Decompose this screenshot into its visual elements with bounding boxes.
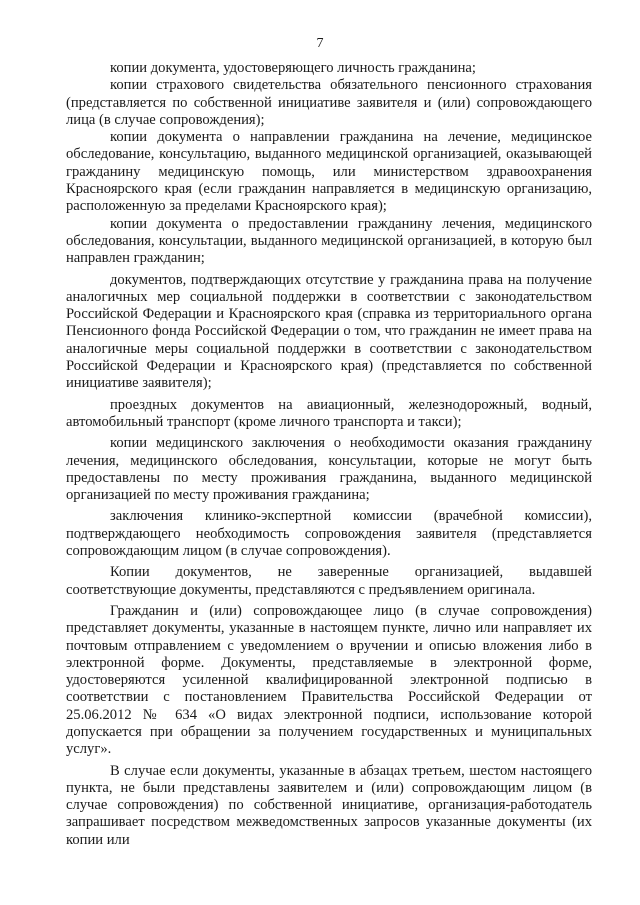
- paragraph-no-entitlement-documents: документов, подтверждающих отсутствие у гражданина права на получение аналогичных мер социальной поддержки в соответствии с законодательством Российской Федерации и Красноярского края (справка из территориального органа Пенсионного фонда Российской Федерации о том, что гражданин не имеет права на аналогичные меры социальной поддержки в соответствии с законодательством Российской Федерации и Красноярского края) (представляется по собственной инициативе заявителя);: [66, 271, 592, 392]
- paragraph-commission-conclusion: заключения клинико-экспертной комиссии (врачебной комиссии), подтверждающего необходимость сопровождения заявителя (представляется сопровождающим лицом (в случае сопровождения).: [66, 508, 592, 560]
- paragraph-treatment-document: копии документа о предоставлении гражданину лечения, медицинского обследования, консультации, выданного медицинской организацией, в которую был направлен гражданин;: [66, 215, 592, 267]
- document-body: [66, 60, 592, 849]
- paragraph-identity-document: копии документа, удостоверяющего личность гражданина;: [110, 60, 476, 76]
- page-number: 7: [316, 36, 324, 51]
- paragraph-medical-conclusion: копии медицинского заключения о необходимости оказания гражданину лечения, медицинского обследования, консультации, которые не могут быть предоставлены по месту проживания гражданина, выданного медицинской организацией по месту проживания гражданина;: [66, 435, 592, 504]
- paragraph-travel-documents: проездных документов на авиационный, железнодорожный, водный, автомобильный транспорт (кроме личного транспорта и такси);: [66, 396, 592, 430]
- paragraph-copies-certification: Копии документов, не заверенные организацией, выдавшей соответствующие документы, представляются с предъявлением оригинала.: [66, 564, 592, 598]
- paragraph-submission-method: Гражданин и (или) сопровождающее лицо (в случае сопровождения) представляет документы, указанные в настоящем пункте, лично или направляет их почтовым отправлением с уведомлением о вручении и описью вложения либо в электронной форме. Документы, представляемые в электронной форме, удостоверяются усиленной квалифицированной электронной подписью в соответствии с постановлением Правительства Российской Федерации от 25.06.2012 № 634 «О видах электронной подписи, использование которой допускается при обращении за получением государственных и муниципальных услуг».: [66, 602, 592, 758]
- paragraph-referral-document: копии документа о направлении гражданина на лечение, медицинское обследование, консультацию, выданного медицинской организацией, оказывающей гражданину медицинскую помощь, или министерством здравоохранения Красноярского края (если гражданин направляется в медицинскую организацию, расположенную за пределами Красноярского края);: [66, 129, 592, 215]
- paragraph-interagency-requests: В случае если документы, указанные в абзацах третьем, шестом настоящего пункта, не были представлены заявителем и (или) сопровождающим лицом (в случае сопровождения) по собственной инициативе, организация-работодатель запрашивает посредством межведомственных запросов указанные документы (их копии или: [66, 762, 592, 848]
- paragraph-insurance-certificate: копии страхового свидетельства обязательного пенсионного страхования (представляется по собственной инициативе заявителя и (или) сопровождающего лица (в случае сопровождения);: [66, 77, 592, 128]
